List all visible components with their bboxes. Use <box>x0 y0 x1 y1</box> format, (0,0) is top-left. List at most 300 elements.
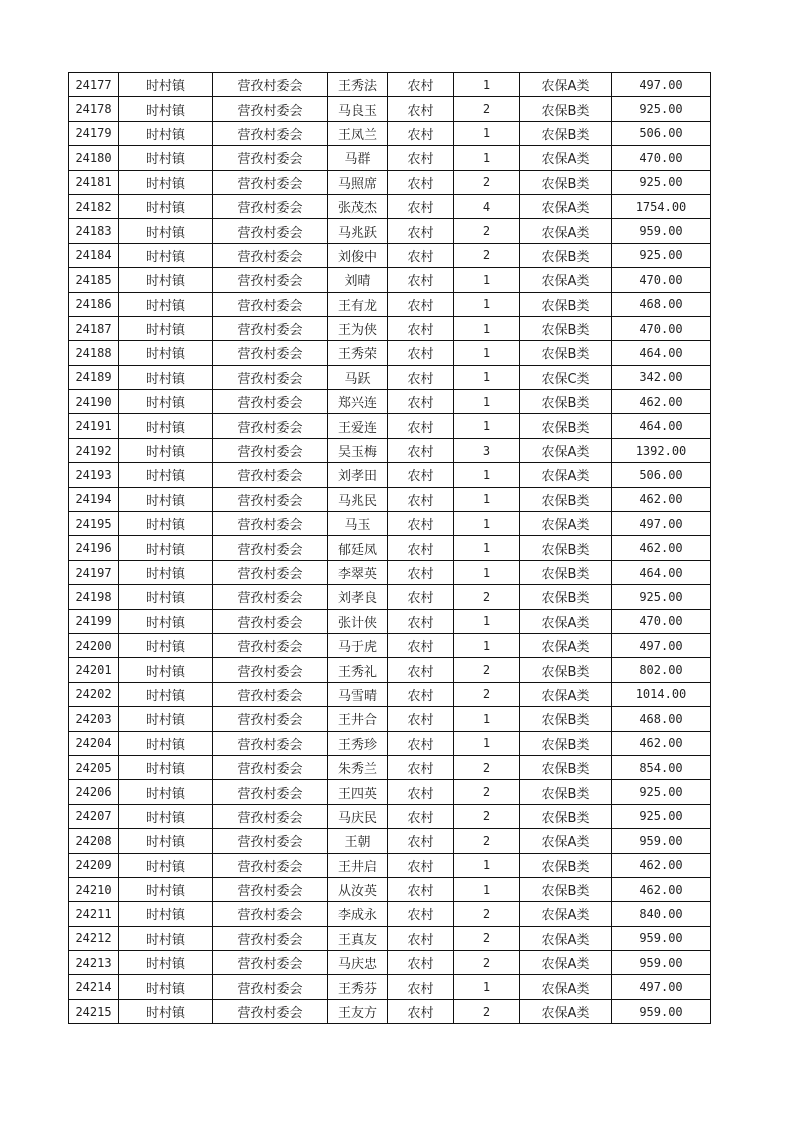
insurance-type-cell: 农保B类 <box>520 755 612 779</box>
insurance-type-cell: 农保B类 <box>520 487 612 511</box>
serial-cell: 24195 <box>69 512 119 536</box>
serial-cell: 24209 <box>69 853 119 877</box>
town-cell: 时村镇 <box>119 853 213 877</box>
insurance-type-cell: 农保B类 <box>520 853 612 877</box>
village-cell: 营孜村委会 <box>213 902 328 926</box>
village-cell: 营孜村委会 <box>213 609 328 633</box>
member-count-cell: 1 <box>454 560 520 584</box>
name-cell: 王秀芬 <box>328 975 388 999</box>
member-count-cell: 1 <box>454 121 520 145</box>
member-count-cell: 2 <box>454 219 520 243</box>
member-count-cell: 1 <box>454 487 520 511</box>
insurance-type-cell: 农保A类 <box>520 902 612 926</box>
town-cell: 时村镇 <box>119 707 213 731</box>
table-row <box>69 194 711 218</box>
table-row <box>69 658 711 682</box>
town-cell: 时村镇 <box>119 341 213 365</box>
village-cell: 营孜村委会 <box>213 170 328 194</box>
village-cell: 营孜村委会 <box>213 292 328 316</box>
village-cell: 营孜村委会 <box>213 536 328 560</box>
member-count-cell: 2 <box>454 658 520 682</box>
serial-cell: 24215 <box>69 999 119 1023</box>
insurance-type-cell: 农保B类 <box>520 316 612 340</box>
name-cell: 李翠英 <box>328 560 388 584</box>
insurance-type-cell: 农保B类 <box>520 536 612 560</box>
village-cell: 营孜村委会 <box>213 707 328 731</box>
insurance-type-cell: 农保B类 <box>520 560 612 584</box>
member-count-cell: 2 <box>454 243 520 267</box>
amount-cell: 925.00 <box>612 97 711 121</box>
table-row <box>69 268 711 292</box>
household-type-cell: 农村 <box>388 121 454 145</box>
name-cell: 马跃 <box>328 365 388 389</box>
household-type-cell: 农村 <box>388 975 454 999</box>
insurance-type-cell: 农保B类 <box>520 97 612 121</box>
name-cell: 马良玉 <box>328 97 388 121</box>
amount-cell: 802.00 <box>612 658 711 682</box>
village-cell: 营孜村委会 <box>213 755 328 779</box>
village-cell: 营孜村委会 <box>213 999 328 1023</box>
serial-cell: 24214 <box>69 975 119 999</box>
household-type-cell: 农村 <box>388 487 454 511</box>
serial-cell: 24183 <box>69 219 119 243</box>
table-row <box>69 341 711 365</box>
member-count-cell: 1 <box>454 609 520 633</box>
insurance-type-cell: 农保B类 <box>520 121 612 145</box>
table-row <box>69 365 711 389</box>
insurance-type-cell: 农保A类 <box>520 951 612 975</box>
village-cell: 营孜村委会 <box>213 633 328 657</box>
table-row <box>69 755 711 779</box>
amount-cell: 468.00 <box>612 707 711 731</box>
serial-cell: 24189 <box>69 365 119 389</box>
amount-cell: 462.00 <box>612 536 711 560</box>
table-row <box>69 633 711 657</box>
member-count-cell: 1 <box>454 316 520 340</box>
amount-cell: 468.00 <box>612 292 711 316</box>
table-row <box>69 536 711 560</box>
insurance-type-cell: 农保A类 <box>520 829 612 853</box>
name-cell: 马群 <box>328 146 388 170</box>
table-row <box>69 243 711 267</box>
table-row <box>69 97 711 121</box>
table-row <box>69 463 711 487</box>
insurance-type-cell: 农保B类 <box>520 170 612 194</box>
amount-cell: 925.00 <box>612 585 711 609</box>
member-count-cell: 2 <box>454 97 520 121</box>
town-cell: 时村镇 <box>119 487 213 511</box>
name-cell: 马兆民 <box>328 487 388 511</box>
household-type-cell: 农村 <box>388 292 454 316</box>
amount-cell: 925.00 <box>612 804 711 828</box>
serial-cell: 24186 <box>69 292 119 316</box>
village-cell: 营孜村委会 <box>213 341 328 365</box>
household-type-cell: 农村 <box>388 755 454 779</box>
household-type-cell: 农村 <box>388 585 454 609</box>
member-count-cell: 2 <box>454 780 520 804</box>
amount-cell: 470.00 <box>612 609 711 633</box>
name-cell: 刘俊中 <box>328 243 388 267</box>
insurance-type-cell: 农保A类 <box>520 975 612 999</box>
name-cell: 刘晴 <box>328 268 388 292</box>
member-count-cell: 2 <box>454 951 520 975</box>
serial-cell: 24211 <box>69 902 119 926</box>
table-row <box>69 926 711 950</box>
amount-cell: 1754.00 <box>612 194 711 218</box>
insurance-type-cell: 农保A类 <box>520 633 612 657</box>
serial-cell: 24184 <box>69 243 119 267</box>
amount-cell: 854.00 <box>612 755 711 779</box>
insurance-type-cell: 农保A类 <box>520 999 612 1023</box>
name-cell: 吴玉梅 <box>328 438 388 462</box>
household-type-cell: 农村 <box>388 390 454 414</box>
name-cell: 王秀法 <box>328 73 388 97</box>
amount-cell: 497.00 <box>612 975 711 999</box>
insurance-type-cell: 农保B类 <box>520 658 612 682</box>
village-cell: 营孜村委会 <box>213 585 328 609</box>
name-cell: 王井启 <box>328 853 388 877</box>
serial-cell: 24196 <box>69 536 119 560</box>
member-count-cell: 1 <box>454 536 520 560</box>
household-type-cell: 农村 <box>388 682 454 706</box>
insurance-type-cell: 农保A类 <box>520 194 612 218</box>
insurance-type-cell: 农保A类 <box>520 512 612 536</box>
amount-cell: 462.00 <box>612 877 711 901</box>
member-count-cell: 1 <box>454 975 520 999</box>
name-cell: 马庆民 <box>328 804 388 828</box>
household-type-cell: 农村 <box>388 243 454 267</box>
insurance-type-cell: 农保A类 <box>520 146 612 170</box>
table-row <box>69 975 711 999</box>
member-count-cell: 1 <box>454 463 520 487</box>
insurance-type-cell: 农保B类 <box>520 780 612 804</box>
member-count-cell: 1 <box>454 853 520 877</box>
amount-cell: 464.00 <box>612 560 711 584</box>
amount-cell: 462.00 <box>612 487 711 511</box>
serial-cell: 24197 <box>69 560 119 584</box>
name-cell: 马照席 <box>328 170 388 194</box>
town-cell: 时村镇 <box>119 390 213 414</box>
amount-cell: 925.00 <box>612 780 711 804</box>
town-cell: 时村镇 <box>119 877 213 901</box>
village-cell: 营孜村委会 <box>213 877 328 901</box>
name-cell: 王爱连 <box>328 414 388 438</box>
household-type-cell: 农村 <box>388 560 454 584</box>
household-type-cell: 农村 <box>388 97 454 121</box>
town-cell: 时村镇 <box>119 975 213 999</box>
name-cell: 王井合 <box>328 707 388 731</box>
village-cell: 营孜村委会 <box>213 194 328 218</box>
village-cell: 营孜村委会 <box>213 97 328 121</box>
household-type-cell: 农村 <box>388 536 454 560</box>
member-count-cell: 1 <box>454 512 520 536</box>
insurance-type-cell: 农保A类 <box>520 268 612 292</box>
serial-cell: 24203 <box>69 707 119 731</box>
village-cell: 营孜村委会 <box>213 804 328 828</box>
village-cell: 营孜村委会 <box>213 463 328 487</box>
member-count-cell: 2 <box>454 829 520 853</box>
table-row <box>69 316 711 340</box>
village-cell: 营孜村委会 <box>213 121 328 145</box>
table-row <box>69 585 711 609</box>
name-cell: 马于虎 <box>328 633 388 657</box>
household-type-cell: 农村 <box>388 414 454 438</box>
village-cell: 营孜村委会 <box>213 438 328 462</box>
household-type-cell: 农村 <box>388 219 454 243</box>
household-type-cell: 农村 <box>388 194 454 218</box>
member-count-cell: 1 <box>454 268 520 292</box>
table-row <box>69 292 711 316</box>
town-cell: 时村镇 <box>119 731 213 755</box>
member-count-cell: 1 <box>454 707 520 731</box>
town-cell: 时村镇 <box>119 585 213 609</box>
name-cell: 马玉 <box>328 512 388 536</box>
member-count-cell: 1 <box>454 146 520 170</box>
amount-cell: 470.00 <box>612 316 711 340</box>
serial-cell: 24182 <box>69 194 119 218</box>
table-row <box>69 951 711 975</box>
member-count-cell: 1 <box>454 73 520 97</box>
table-row <box>69 731 711 755</box>
village-cell: 营孜村委会 <box>213 146 328 170</box>
amount-cell: 506.00 <box>612 463 711 487</box>
town-cell: 时村镇 <box>119 560 213 584</box>
town-cell: 时村镇 <box>119 170 213 194</box>
town-cell: 时村镇 <box>119 463 213 487</box>
name-cell: 王友方 <box>328 999 388 1023</box>
town-cell: 时村镇 <box>119 658 213 682</box>
member-count-cell: 1 <box>454 390 520 414</box>
village-cell: 营孜村委会 <box>213 390 328 414</box>
name-cell: 刘孝良 <box>328 585 388 609</box>
household-type-cell: 农村 <box>388 438 454 462</box>
amount-cell: 925.00 <box>612 170 711 194</box>
name-cell: 王秀礼 <box>328 658 388 682</box>
insurance-type-cell: 农保B类 <box>520 292 612 316</box>
member-count-cell: 1 <box>454 877 520 901</box>
household-type-cell: 农村 <box>388 951 454 975</box>
town-cell: 时村镇 <box>119 292 213 316</box>
village-cell: 营孜村委会 <box>213 219 328 243</box>
name-cell: 郑兴连 <box>328 390 388 414</box>
town-cell: 时村镇 <box>119 146 213 170</box>
village-cell: 营孜村委会 <box>213 414 328 438</box>
table-row <box>69 853 711 877</box>
serial-cell: 24194 <box>69 487 119 511</box>
insurance-type-cell: 农保B类 <box>520 585 612 609</box>
name-cell: 朱秀兰 <box>328 755 388 779</box>
village-cell: 营孜村委会 <box>213 512 328 536</box>
household-type-cell: 农村 <box>388 658 454 682</box>
insurance-type-cell: 农保A类 <box>520 463 612 487</box>
amount-cell: 497.00 <box>612 633 711 657</box>
member-count-cell: 2 <box>454 804 520 828</box>
insurance-type-cell: 农保B类 <box>520 804 612 828</box>
serial-cell: 24208 <box>69 829 119 853</box>
town-cell: 时村镇 <box>119 536 213 560</box>
town-cell: 时村镇 <box>119 121 213 145</box>
amount-cell: 1392.00 <box>612 438 711 462</box>
amount-cell: 464.00 <box>612 414 711 438</box>
town-cell: 时村镇 <box>119 780 213 804</box>
village-cell: 营孜村委会 <box>213 829 328 853</box>
name-cell: 王朝 <box>328 829 388 853</box>
member-count-cell: 2 <box>454 926 520 950</box>
serial-cell: 24198 <box>69 585 119 609</box>
household-type-cell: 农村 <box>388 633 454 657</box>
amount-cell: 462.00 <box>612 731 711 755</box>
amount-cell: 959.00 <box>612 219 711 243</box>
serial-cell: 24178 <box>69 97 119 121</box>
town-cell: 时村镇 <box>119 512 213 536</box>
village-cell: 营孜村委会 <box>213 853 328 877</box>
serial-cell: 24202 <box>69 682 119 706</box>
serial-cell: 24213 <box>69 951 119 975</box>
household-type-cell: 农村 <box>388 926 454 950</box>
member-count-cell: 3 <box>454 438 520 462</box>
village-cell: 营孜村委会 <box>213 73 328 97</box>
serial-cell: 24199 <box>69 609 119 633</box>
household-type-cell: 农村 <box>388 365 454 389</box>
town-cell: 时村镇 <box>119 97 213 121</box>
name-cell: 郁廷凤 <box>328 536 388 560</box>
table-row <box>69 780 711 804</box>
table-row <box>69 804 711 828</box>
member-count-cell: 2 <box>454 585 520 609</box>
amount-cell: 470.00 <box>612 146 711 170</box>
village-cell: 营孜村委会 <box>213 243 328 267</box>
table-row <box>69 219 711 243</box>
town-cell: 时村镇 <box>119 926 213 950</box>
name-cell: 王凤兰 <box>328 121 388 145</box>
insurance-type-cell: 农保A类 <box>520 438 612 462</box>
serial-cell: 24201 <box>69 658 119 682</box>
table-row <box>69 560 711 584</box>
town-cell: 时村镇 <box>119 243 213 267</box>
member-count-cell: 1 <box>454 341 520 365</box>
name-cell: 王为侠 <box>328 316 388 340</box>
village-cell: 营孜村委会 <box>213 487 328 511</box>
amount-cell: 497.00 <box>612 512 711 536</box>
table-row <box>69 682 711 706</box>
household-type-cell: 农村 <box>388 73 454 97</box>
name-cell: 王四英 <box>328 780 388 804</box>
amount-cell: 506.00 <box>612 121 711 145</box>
town-cell: 时村镇 <box>119 438 213 462</box>
serial-cell: 24212 <box>69 926 119 950</box>
village-cell: 营孜村委会 <box>213 780 328 804</box>
member-count-cell: 1 <box>454 365 520 389</box>
serial-cell: 24185 <box>69 268 119 292</box>
member-count-cell: 2 <box>454 999 520 1023</box>
serial-cell: 24207 <box>69 804 119 828</box>
town-cell: 时村镇 <box>119 999 213 1023</box>
town-cell: 时村镇 <box>119 951 213 975</box>
household-type-cell: 农村 <box>388 316 454 340</box>
member-count-cell: 2 <box>454 682 520 706</box>
household-type-cell: 农村 <box>388 170 454 194</box>
village-cell: 营孜村委会 <box>213 926 328 950</box>
amount-cell: 342.00 <box>612 365 711 389</box>
town-cell: 时村镇 <box>119 219 213 243</box>
name-cell: 李成永 <box>328 902 388 926</box>
household-type-cell: 农村 <box>388 268 454 292</box>
member-count-cell: 1 <box>454 292 520 316</box>
insurance-type-cell: 农保A类 <box>520 682 612 706</box>
member-count-cell: 2 <box>454 170 520 194</box>
amount-cell: 959.00 <box>612 999 711 1023</box>
insurance-type-cell: 农保B类 <box>520 877 612 901</box>
village-cell: 营孜村委会 <box>213 951 328 975</box>
household-type-cell: 农村 <box>388 999 454 1023</box>
village-cell: 营孜村委会 <box>213 365 328 389</box>
insurance-type-cell: 农保A类 <box>520 926 612 950</box>
village-cell: 营孜村委会 <box>213 268 328 292</box>
name-cell: 王秀荣 <box>328 341 388 365</box>
serial-cell: 24193 <box>69 463 119 487</box>
amount-cell: 462.00 <box>612 390 711 414</box>
insurance-type-cell: 农保B类 <box>520 390 612 414</box>
household-type-cell: 农村 <box>388 902 454 926</box>
table-row <box>69 390 711 414</box>
town-cell: 时村镇 <box>119 268 213 292</box>
amount-cell: 959.00 <box>612 926 711 950</box>
table-row <box>69 487 711 511</box>
table-row <box>69 170 711 194</box>
insurance-type-cell: 农保B类 <box>520 414 612 438</box>
member-count-cell: 1 <box>454 633 520 657</box>
serial-cell: 24187 <box>69 316 119 340</box>
village-cell: 营孜村委会 <box>213 731 328 755</box>
name-cell: 马雪晴 <box>328 682 388 706</box>
member-count-cell: 1 <box>454 731 520 755</box>
town-cell: 时村镇 <box>119 682 213 706</box>
member-count-cell: 2 <box>454 902 520 926</box>
table-body <box>69 73 711 1024</box>
table-row <box>69 999 711 1023</box>
amount-cell: 959.00 <box>612 951 711 975</box>
household-type-cell: 农村 <box>388 804 454 828</box>
household-type-cell: 农村 <box>388 853 454 877</box>
member-count-cell: 1 <box>454 414 520 438</box>
household-type-cell: 农村 <box>388 829 454 853</box>
table-row <box>69 438 711 462</box>
serial-cell: 24210 <box>69 877 119 901</box>
serial-cell: 24206 <box>69 780 119 804</box>
household-type-cell: 农村 <box>388 731 454 755</box>
insurance-type-cell: 农保C类 <box>520 365 612 389</box>
village-cell: 营孜村委会 <box>213 316 328 340</box>
town-cell: 时村镇 <box>119 609 213 633</box>
serial-cell: 24181 <box>69 170 119 194</box>
insurance-type-cell: 农保A类 <box>520 219 612 243</box>
town-cell: 时村镇 <box>119 73 213 97</box>
household-type-cell: 农村 <box>388 512 454 536</box>
serial-cell: 24179 <box>69 121 119 145</box>
serial-cell: 24192 <box>69 438 119 462</box>
town-cell: 时村镇 <box>119 755 213 779</box>
name-cell: 王真友 <box>328 926 388 950</box>
insurance-type-cell: 农保A类 <box>520 73 612 97</box>
table-row <box>69 902 711 926</box>
serial-cell: 24205 <box>69 755 119 779</box>
household-type-cell: 农村 <box>388 463 454 487</box>
household-type-cell: 农村 <box>388 341 454 365</box>
amount-cell: 464.00 <box>612 341 711 365</box>
name-cell: 王有龙 <box>328 292 388 316</box>
household-type-cell: 农村 <box>388 877 454 901</box>
serial-cell: 24177 <box>69 73 119 97</box>
